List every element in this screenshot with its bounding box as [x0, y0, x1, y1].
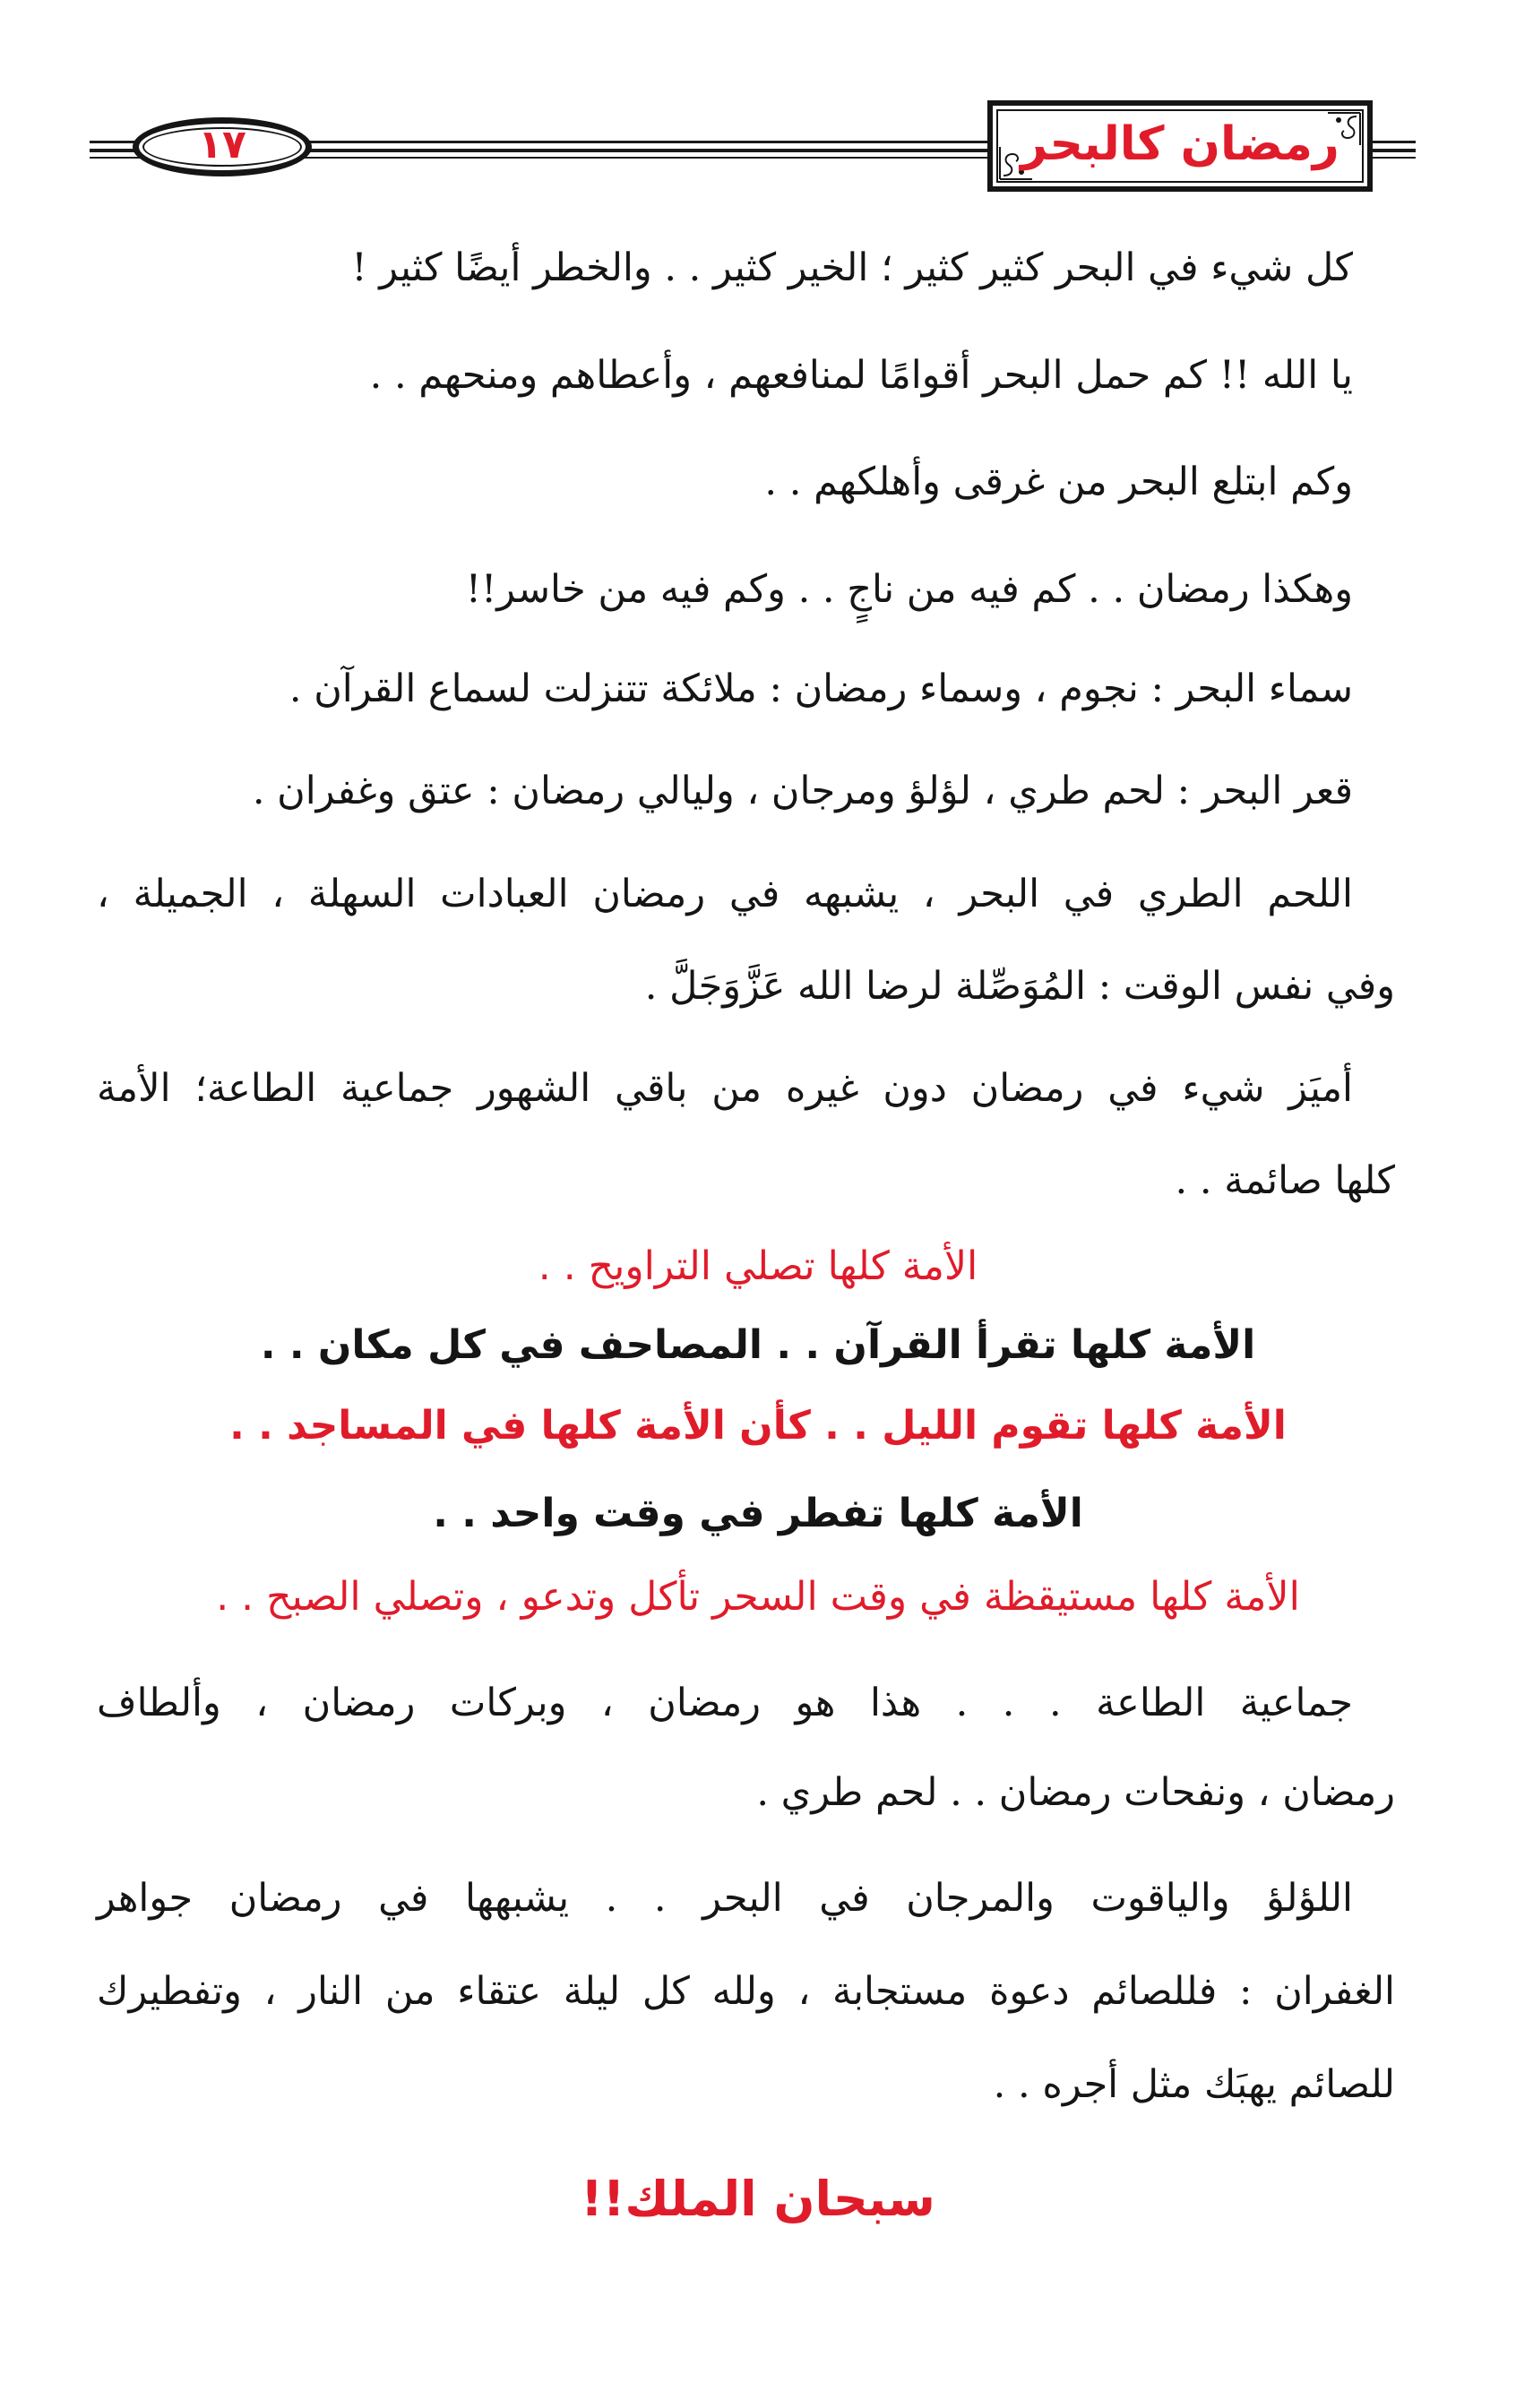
highlight-line: الأمة كلها تقرأ القرآن . . المصاحف في كل مكان . . [260, 1322, 1256, 1368]
highlight-line: الأمة كلها تفطر في وقت واحد . . [433, 1491, 1083, 1536]
page-number-oval [133, 117, 312, 176]
text-line: سماء البحر : نجوم ، وسماء رمضان : ملائكة تتنزلت لسماع القرآن . [289, 666, 1353, 711]
running-title-box [987, 100, 1373, 192]
highlight-line: الأمة كلها تصلي التراويح . . [538, 1243, 978, 1289]
highlight-line: الأمة كلها تقوم الليل . . كأن الأمة كلها في المساجد . . [229, 1403, 1287, 1449]
text-line: الغفران : فللصائم دعوة مستجابة ، ولله كل ليلة عتقاء من النار ، وتفطيرك [97, 1969, 1395, 2014]
text-line: اللؤلؤ والياقوت والمرجان في البحر . . يشبهها في رمضان جواهر [97, 1876, 1353, 1921]
text-line: رمضان ، ونفحات رمضان . . لحم طري . [756, 1770, 1395, 1815]
text-line: أميَز شيء في رمضان دون غيره من باقي الشهور جماعية الطاعة؛ الأمة [97, 1066, 1353, 1111]
text-line: للصائم يهبَك مثل أجره . . [993, 2062, 1395, 2107]
text-line: وهكذا رمضان . . كم فيه من ناجٍ . . وكم فيه من خاسر!! [465, 567, 1353, 612]
text-line: كلها صائمة . . [1175, 1158, 1395, 1203]
text-line: كل شيء في البحر كثير كثير ؛ الخير كثير . . والخطر أيضًا كثير ! [351, 245, 1353, 290]
text-line: قعر البحر : لحم طري ، لؤلؤ ومرجان ، وليالي رمضان : عتق وغفران . [252, 769, 1353, 813]
page-number: ١٧ [198, 122, 246, 168]
text-line: وكم ابتلع البحر من غرقى وأهلكهم . . [764, 460, 1353, 504]
text-line: جماعية الطاعة . . . هذا هو رمضان ، وبركات رمضان ، وألطاف [97, 1681, 1353, 1725]
closing-heading: سبحان الملك!! [581, 2171, 935, 2227]
text-line: يا الله !! كم حمل البحر أقوامًا لمنافعهم ، وأعطاهم ومنحهم . . [369, 353, 1353, 398]
text-line: اللحم الطري في البحر ، يشبهه في رمضان العبادات السهلة ، الجميلة ، [97, 872, 1353, 916]
text-line: وفي نفس الوقت : المُوَصِّلة لرضا الله عَزَّوَجَلَّ . [644, 964, 1395, 1009]
highlight-line: الأمة كلها مستيقظة في وقت السحر تأكل وتدعو ، وتصلي الصبح . . [216, 1574, 1300, 1620]
running-title: رمضان كالبحر [1021, 117, 1339, 171]
